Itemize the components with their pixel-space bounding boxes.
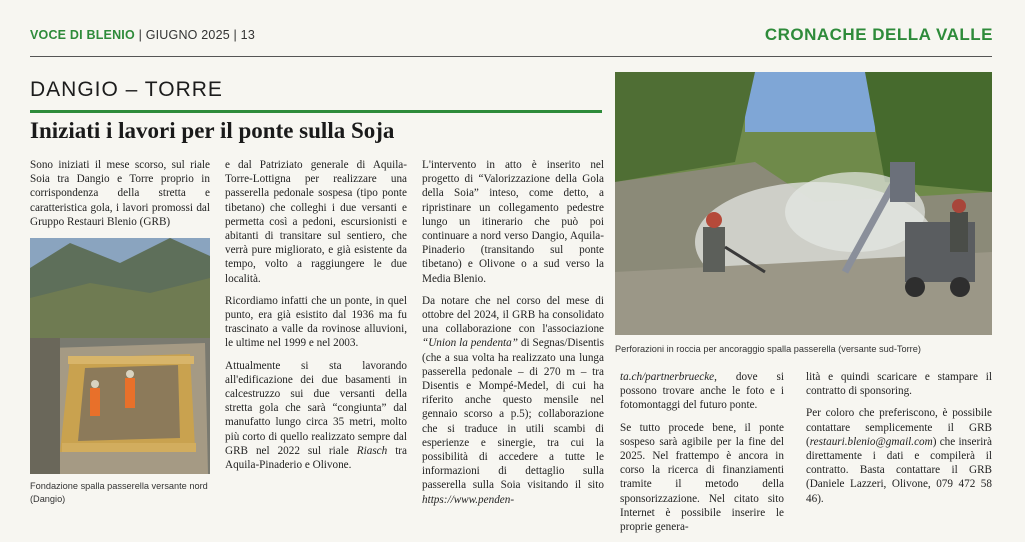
article-column-1 xyxy=(30,158,210,237)
column4-paragraph-1: ta.ch/partnerbruecke, dove si possono trovare anche le foto e i fotomontaggi del futuro ponte. xyxy=(620,371,784,412)
publication-header xyxy=(30,28,255,42)
column3-paragraph-1: L'intervento in atto è inserito nel progetto di “Valorizzazione della Gola della Soia” inteso, come detto, a ripristinare un collegamento pedestre lungo un itinerario che può poi continuare a nord verso Dangio, Aquila-Pinaderio (transitando sul ponte tibetano) e Olivone o a sud verso la Media Blenio. xyxy=(422,159,604,285)
column5-paragraph-2: Per coloro che preferiscono, è possibile contattare semplicemente il GRB (restauri.blenio@gmail.com) che inserirà direttamente i dati e compilerà il contratto. Basta contattare il GRB (Daniele Lazzeri, Olivone, 079 472 58 46). xyxy=(806,407,992,505)
column1-paragraph: Sono iniziati il mese scorso, sul riale Soia tra Dangio e Torre proprio in corrispondenza della stretta e caratteristica gola, i lavori promossi dal Gruppo Restauri Blenio (GRB) xyxy=(30,159,210,228)
website-link-part1[interactable]: https://www.penden- xyxy=(422,493,515,506)
foundation-photo-caption: Fondazione spalla passerella versante nord (Dangio) xyxy=(30,481,208,504)
contact-email[interactable]: restauri.blenio@gmail.com xyxy=(809,435,933,448)
column2-paragraph-3: Attualmente si sta lavorando all'edificazione dei due basamenti in calcestruzzo sui due versanti della stretta gola che sarà “congiunta” dal manufatto lungo circa 35 metri, molto più corto di quello realizzato sempre dal GRB nel 2022 sul riale Riasch tra Aquila-Pinaderio e Olivone. xyxy=(225,359,407,472)
article-column-2 xyxy=(225,158,407,480)
column2-paragraph-1: e dal Patriziato generale di Aquila-Torre-Lottigna per realizzare una passerella pedonale sospesa (tipo ponte tibetano) che colleghi i due versanti e permetta così a pedoni, escursionisti e abitanti di transitare sul sentiero, che verrà pure migliorato, e già esistente da tempo, volto a raggiungere le due località. xyxy=(225,159,407,285)
drilling-photo-caption: Perforazioni in roccia per ancoraggio spalla passerella (versante sud-Torre) xyxy=(615,344,921,354)
drilling-photo xyxy=(615,72,992,335)
section-header: CRONACHE DELLA VALLE xyxy=(764,25,993,44)
association-name: “Union la pendenta” xyxy=(422,337,518,350)
column3-paragraph-2: Da notare che nel corso del mese di ottobre del 2024, il GRB ha consolidato una collaborazione con l'associazione “Union la pendenta” di Segnas/Disentis (che a sua volta ha realizzato una lunga passerella pedonale – di 270 m – tra Disentis e Mompé-Medel, di cui ha riferito anche questo mensile nel gennaio scorso a p.5); collaborazione che si traduce in utili scambi di esperienze e sinergie, tra cui la possibilità di accedere a tutte le informazioni di dettaglio sulla passerella sulla Soia visitando il sito https://www.penden- xyxy=(422,294,604,506)
article-section: DANGIO – TORRE xyxy=(30,78,223,101)
website-link-part2[interactable]: ta.ch/partnerbruecke xyxy=(620,371,715,383)
section-divider xyxy=(30,110,602,113)
riasch-name: Riasch xyxy=(356,444,388,457)
article-column-5 xyxy=(806,370,992,514)
article-headline: Iniziati i lavori per il ponte sulla Soja xyxy=(30,118,395,143)
column4-paragraph-2: Se tutto procede bene, il ponte sospeso sarà agibile per la fine del 2025. Nel frattempo è ancora in corso la ricerca di finanziamenti tramite il metodo della sponsorizzazione. Nel citato sito Internet è possibile inserire le proprie genera- xyxy=(620,421,784,534)
foundation-photo xyxy=(30,238,210,474)
publication-name: VOCE DI BLENIO xyxy=(30,28,135,42)
column5-paragraph-1: lità e quindi scaricare e stampare il contratto di sponsoring. xyxy=(806,371,992,398)
article-column-3 xyxy=(422,158,604,515)
header-divider xyxy=(30,56,992,57)
article-column-4 xyxy=(620,370,784,542)
issue-info: | GIUGNO 2025 | 13 xyxy=(134,28,255,42)
column2-paragraph-2: Ricordiamo infatti che un ponte, in quel punto, era già esistito dal 1936 ma fu trascinato a valle da rovinose alluvioni, le ultime nel 1999 e nel 2003. xyxy=(225,294,407,350)
